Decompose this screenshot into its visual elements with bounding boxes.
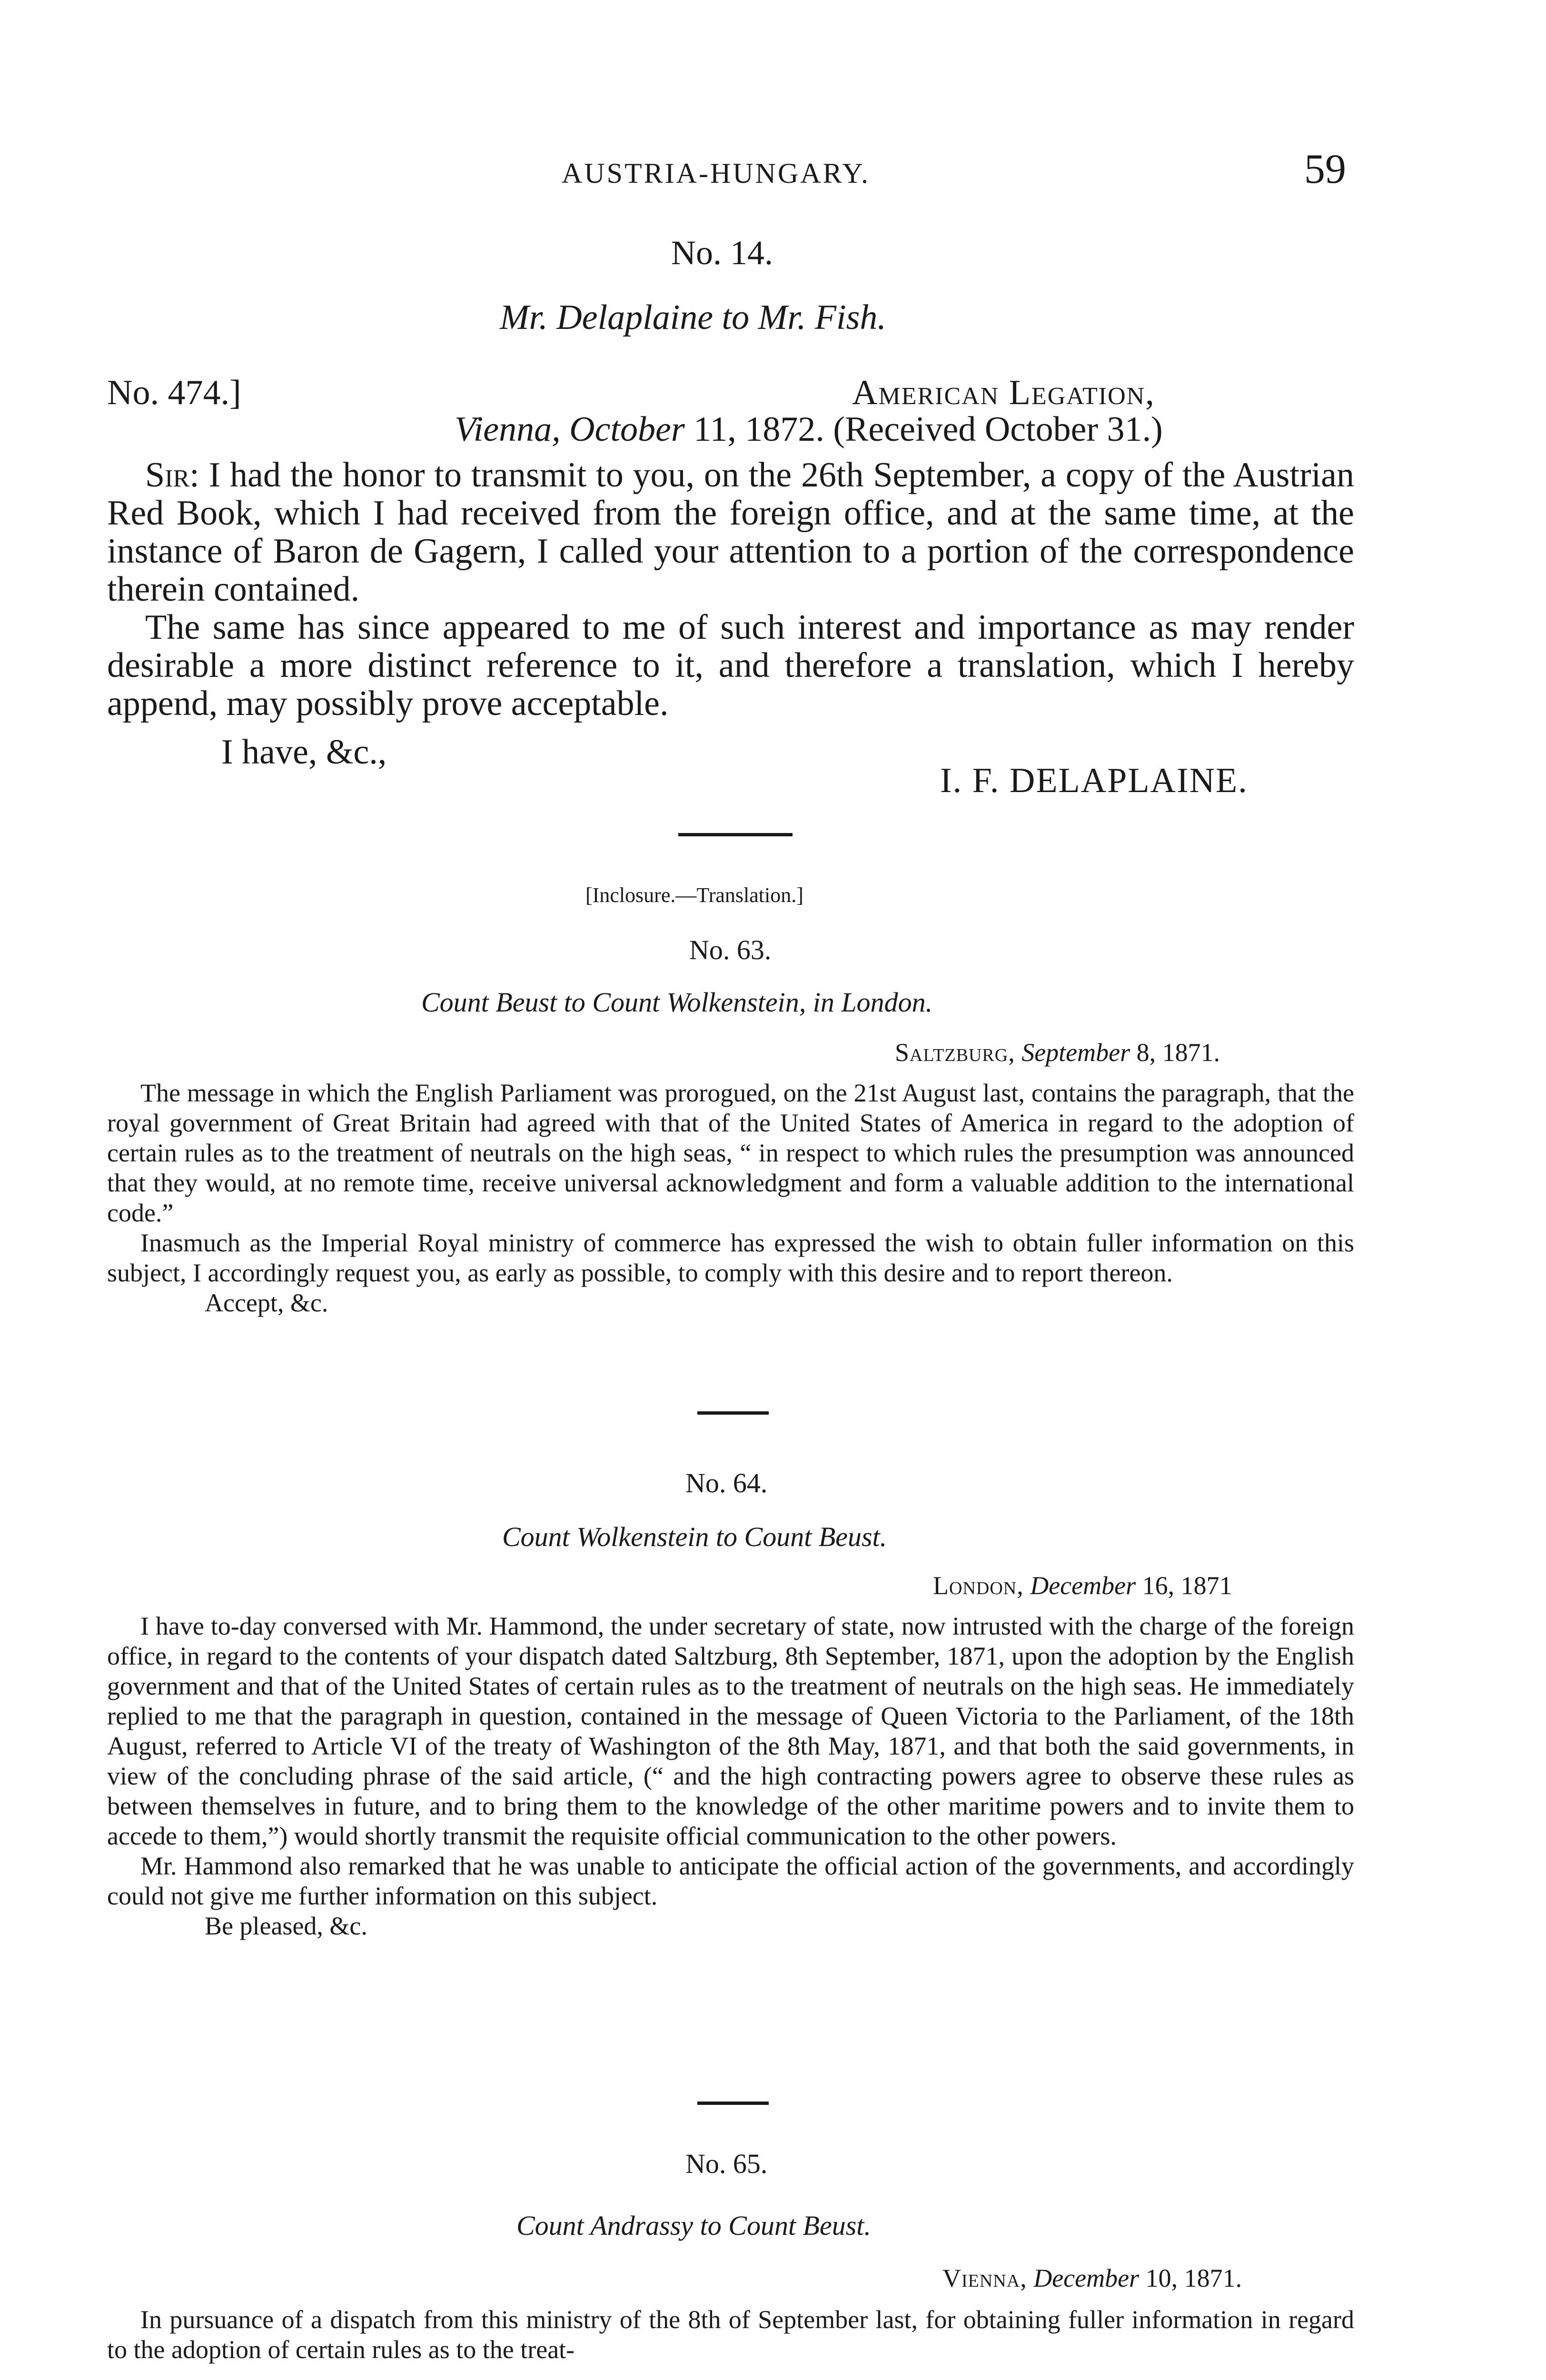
document-number: No. 65.	[685, 2148, 768, 2179]
dateline-place: Saltzburg,	[895, 1038, 1015, 1067]
letter-paragraph	[107, 456, 1354, 608]
dateline-day-year: 16, 1871	[1136, 1571, 1232, 1600]
body-paragraph: Inasmuch as the Imperial Royal ministry of commerce has expressed the wish to obtain fuller information on this subject, I accordingly request you, as early as possible, to comply with this desire and to report thereon.	[107, 1229, 1354, 1287]
document-body	[107, 2305, 1354, 2365]
dateline-day-year: 8, 1871.	[1130, 1038, 1220, 1067]
document-body	[107, 1078, 1354, 1318]
letter-dateline	[455, 410, 1163, 448]
dateline-month: September	[1021, 1038, 1130, 1067]
body-paragraph: I have to-day conversed with Mr. Hammond, the under secretary of state, now intrusted with the charge of the foreign office, in regard to the contents of your dispatch dated Saltzburg, 8th September, 1871, upon the adoption by the English government and that of the United States of certain rules as to the treatment of neutrals on the high seas. He immediately replied to me that the paragraph in question, contained in the message of Queen Victoria to the Parliament, of the 18th August, referred to Article VI of the treaty of Washington of the 8th May, 1871, and that both the said governments, in view of the concluding phrase of the said article, (“ and the high contracting powers agree to observe these rules as between themselves in future, and to bring them to the knowledge of the other maritime powers and to invite them to accede to them,”) would shortly transmit the requisite official communication to the other powers.	[107, 1612, 1354, 1850]
document-dateline	[942, 2263, 1242, 2293]
dateline-place: Vienna,	[455, 410, 561, 449]
document-closing: Accept, &c.	[205, 1289, 328, 1317]
dateline-month: October	[569, 410, 685, 449]
document-title: Mr. Delaplaine to Mr. Fish.	[500, 298, 886, 337]
document-closing: Be pleased, &c.	[205, 1912, 367, 1940]
document-number: No. 14.	[671, 234, 773, 272]
document-dateline	[933, 1571, 1232, 1600]
dateline-place: London,	[933, 1571, 1024, 1600]
section-divider	[697, 1411, 769, 1415]
signature: I. F. DELAPLAINE.	[940, 761, 1248, 800]
section-divider	[697, 2102, 769, 2105]
dateline-month: December	[1030, 1571, 1136, 1600]
page-number: 59	[1304, 146, 1346, 192]
salutation: Sir:	[145, 456, 199, 495]
document-number: No. 63.	[689, 934, 772, 965]
document-body	[107, 1611, 1354, 1941]
section-divider	[678, 833, 793, 836]
dateline-day-year: 11, 1872.	[684, 410, 824, 449]
letter-closing: I have, &c.,	[221, 733, 387, 772]
running-head: AUSTRIA-HUNGARY.	[562, 158, 870, 189]
document-title: Count Andrassy to Count Beust.	[516, 2210, 871, 2241]
dateline-month: December	[1033, 2264, 1140, 2292]
document-title: Count Wolkenstein to Count Beust.	[502, 1521, 887, 1552]
dateline-day-year: 10, 1871.	[1139, 2264, 1242, 2292]
letter-body	[107, 456, 1354, 723]
document-number: No. 64.	[685, 1468, 768, 1498]
letter-paragraph: The same has since appeared to me of such interest and importance as may render desirable a more distinct reference to it, and therefore a translation, which I hereby append, may possibly prove acceptable.	[107, 608, 1354, 723]
document-dateline	[895, 1038, 1220, 1067]
paragraph-text: I had the honor to transmit to you, on the 26th September, a copy of the Austrian Red Book, which I had received from the foreign office, and at the same time, at the instance of Baron de Gagern, I called your attention to a portion of the correspondence therein contained.	[107, 456, 1354, 609]
dateline-place: Vienna,	[942, 2264, 1027, 2292]
document-title: Count Beust to Count Wolkenstein, in London.	[421, 987, 933, 1018]
enclosure-label: [Inclosure.—Translation.]	[585, 883, 803, 907]
body-paragraph: Mr. Hammond also remarked that he was unable to anticipate the official action of the governments, and accordingly could not give me further information on this subject.	[107, 1852, 1354, 1910]
body-paragraph: The message in which the English Parliament was prorogued, on the 21st August last, contains the paragraph, that the royal government of Great Britain had agreed with that of the United States of America in regard to the adoption of certain rules as to the treatment of neutrals on the high seas, “ in respect to which rules the presumption was announced that they would, at no remote time, receive universal acknowledgment and form a valuable addition to the international code.”	[107, 1079, 1354, 1227]
body-paragraph: In pursuance of a dispatch from this ministry of the 8th of September last, for obtaining fuller information in regard to the adoption of certain rules as to the treat-	[107, 2305, 1354, 2364]
despatch-number: No. 474.]	[107, 373, 241, 412]
received-note: (Received October 31.)	[833, 410, 1163, 449]
legation-heading: American Legation,	[852, 373, 1155, 412]
